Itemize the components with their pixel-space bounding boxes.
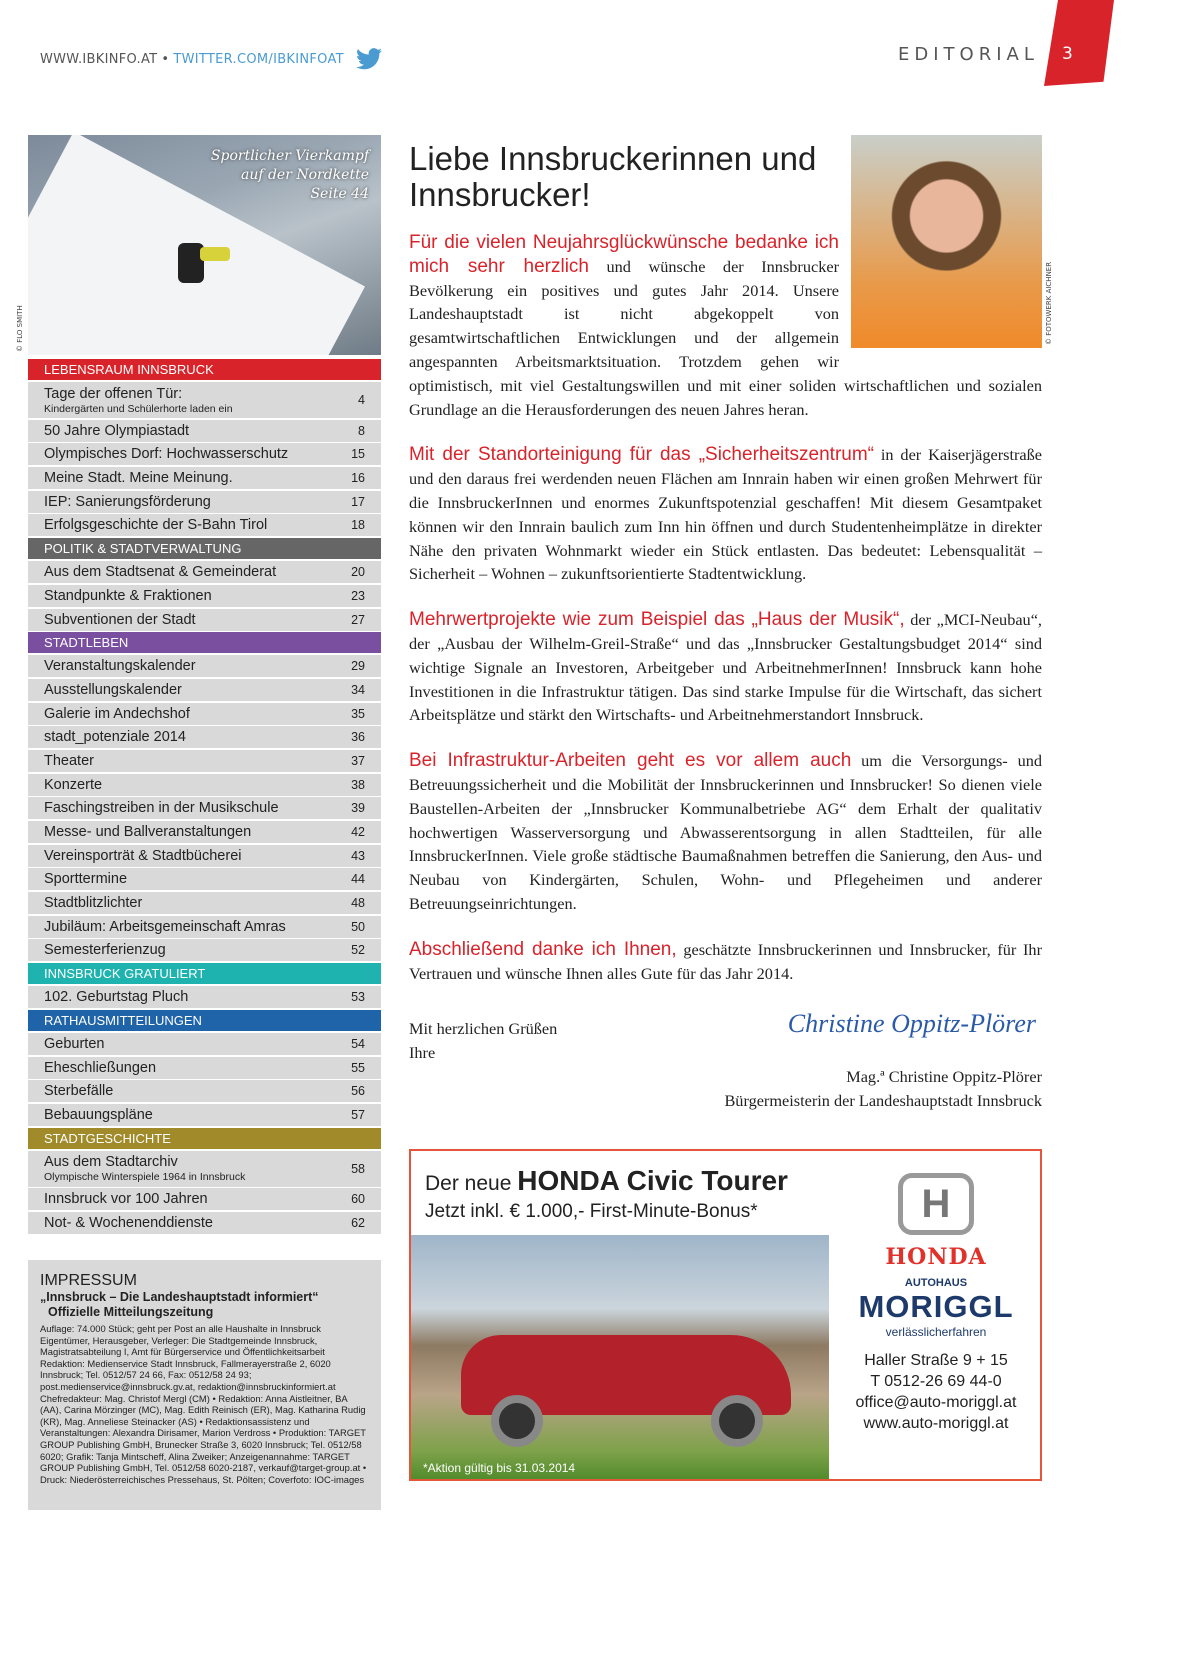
signatory-name: Mag.ª Christine Oppitz-Plörer bbox=[846, 1067, 1042, 1087]
toc-item-title: Innsbruck vor 100 Jahren bbox=[44, 1191, 208, 1208]
dealer-phone: T 0512-26 69 44-0 bbox=[870, 1373, 1002, 1391]
toc-section-header: POLITIK & STADTVERWALTUNG bbox=[28, 538, 381, 559]
toc-item-title: IEP: Sanierungsförderung bbox=[44, 493, 211, 510]
toc-item-label bbox=[44, 1107, 153, 1123]
cover-caption-line: Seite 44 bbox=[310, 186, 369, 202]
toc-item-title: Meine Stadt. Meine Meinung. bbox=[44, 470, 233, 487]
toc-item[interactable] bbox=[28, 986, 381, 1008]
toc-item[interactable] bbox=[28, 1188, 381, 1210]
signatory bbox=[724, 1065, 1042, 1113]
toc-item[interactable] bbox=[28, 561, 381, 583]
impressum-body: Auflage: 74.000 Stück; geht per Post an alle Haushalte in Innsbruck Eigentümer, Herausgeber, Verleger: Die Stadtgemeinde Innsbruck, Magistratsabteilung I, Amt für Bürgerservice und Öffentlichkeitsarbeit Redaktion: Medienservice Stadt Innsbruck, Fallmerayerstraße 2, 6020 Innsbruck; Tel. 0512/57 24 66, Fax: 0512/58 24 93; post.medienservice@innsbruck.gv.at, redaktion@innsbruckinformiert.at Chefredakteur: Mag. Christof Mergl (CM) • Redaktion: Anna Aistleitner, BA (AA), Carina Mörzinger (MC), Mag. Edith Reinisch (ER), Mag. Katharina Rudig (KR), Mag. Anneliese Steinacker (AS) • Redaktionsassistenz und Veranstaltungen: Alexandra Dirisamer, Marion Verdross • Produktion: TARGET GROUP Publishing GmbH, Brunecker Straße 3, 6020 Innsbruck; Tel. 0512/58 6020; Grafik: Tanja Mintscheff, Alina Zweiker; Anzeigenannahme: TARGET GROUP Publishing GmbH, Tel. 0512/58 6020-2187, verkauf@target-group.at • Druck: Niederösterreichisches Pressehaus, St. Pölten; Coverfoto: IOC-images bbox=[40, 1323, 367, 1485]
car-wheel bbox=[711, 1395, 763, 1447]
page-tab bbox=[1044, 0, 1114, 86]
toc-item-page: 54 bbox=[351, 1036, 365, 1051]
toc-item-page: 39 bbox=[351, 801, 365, 816]
cover-photo[interactable] bbox=[28, 135, 381, 355]
honda-advertisement[interactable] bbox=[409, 1149, 1042, 1481]
toc-section-header: STADTGESCHICHTE bbox=[28, 1128, 381, 1149]
toc-item-title: Jubiläum: Arbeitsgemeinschaft Amras bbox=[44, 918, 286, 935]
car-wheel bbox=[491, 1395, 543, 1447]
paragraph-lead: Mit der Standorteinigung für das „Sicherheitszentrum“ bbox=[409, 444, 874, 466]
toc-item-page: 62 bbox=[351, 1215, 365, 1230]
toc-item-label bbox=[44, 446, 288, 462]
ad-title bbox=[425, 1165, 788, 1197]
toc-item-title: Erfolgsgeschichte der S-Bahn Tirol bbox=[44, 517, 268, 534]
toc-item-page: 34 bbox=[351, 682, 365, 697]
toc-item-label bbox=[44, 706, 190, 722]
twitter-bird-icon bbox=[356, 48, 382, 70]
toc-item-label bbox=[44, 564, 276, 580]
ad-title-model: HONDA Civic Tourer bbox=[517, 1165, 788, 1197]
toc-item-page: 35 bbox=[351, 706, 365, 721]
toc-item[interactable] bbox=[28, 845, 381, 867]
toc-item[interactable] bbox=[28, 797, 381, 819]
toc-item-label bbox=[44, 800, 279, 816]
toc-item[interactable] bbox=[28, 1212, 381, 1234]
toc-item-label bbox=[44, 658, 196, 674]
article-paragraph bbox=[409, 608, 1042, 727]
paragraph-text: der „MCI-Neubau“, der „Ausbau der Wilhelm-Greil-Straße“ und das „Innsbrucker Gestaltungsbudget 2014“ sind wichtige Signale an Investoren, Arbeitgeber und ArbeitnehmerInnen! Innsbruck kann hohe Investitionen in die Infrastruktur tätigen. Das sind starke Impulse für die Wirtschaft, das sichert Arbeitsplätze und stärkt den Wirtschafts- und Arbeitnehmerstandort Innsbruck. bbox=[409, 610, 1042, 725]
toc-item-title: Not- & Wochenenddienste bbox=[44, 1214, 214, 1231]
toc-section-header: LEBENSRAUM INNSBRUCK bbox=[28, 359, 381, 380]
toc-item-page: 42 bbox=[351, 825, 365, 839]
toc-item-page: 58 bbox=[351, 1161, 365, 1176]
toc-item[interactable] bbox=[28, 420, 381, 442]
ad-title-pre: Der neue bbox=[425, 1172, 518, 1196]
toc-item-label bbox=[44, 386, 233, 415]
toc-item-label bbox=[44, 989, 188, 1005]
toc-item-page: 53 bbox=[351, 990, 365, 1005]
ad-note: *Aktion gültig bis 31.03.2014 bbox=[423, 1461, 576, 1476]
toc-item-label bbox=[44, 824, 251, 840]
toc-item-title: Stadtblitzlichter bbox=[44, 895, 143, 912]
dealer-slogan: verlässlicherfahren bbox=[885, 1325, 987, 1340]
toc-item-title: Faschingstreiben in der Musikschule bbox=[44, 800, 279, 817]
toc-item-page: 29 bbox=[351, 659, 365, 674]
impressum bbox=[28, 1260, 381, 1510]
toc-item-title: stadt_potenziale 2014 bbox=[44, 729, 186, 746]
toc-item-page: 23 bbox=[351, 588, 365, 603]
toc-item-title: Sporttermine bbox=[44, 871, 128, 888]
impressum-title: IMPRESSUM bbox=[40, 1272, 137, 1289]
toc-item[interactable] bbox=[28, 726, 381, 748]
toc-item-label bbox=[44, 848, 241, 864]
paragraph-lead: Bei Infrastruktur-Arbeiten geht es vor allem auch bbox=[409, 750, 852, 772]
paragraph-text: geschätzte Innsbruckerinnen und Innsbrucker, für Ihr Vertrauen und wünsche Ihnen alles Gute für das Jahr 2014. bbox=[409, 939, 1042, 983]
toc-item-title: Standpunkte & Fraktionen bbox=[44, 587, 212, 604]
toc-item[interactable] bbox=[28, 750, 381, 772]
toc-item[interactable] bbox=[28, 774, 381, 796]
toc-item-page: 8 bbox=[358, 423, 365, 438]
toc-item-title: Vereinsporträt & Stadtbücherei bbox=[44, 847, 242, 864]
site-url[interactable]: WWW.IBKINFO.AT bbox=[40, 51, 158, 67]
dealer-email[interactable]: office@auto-moriggl.at bbox=[855, 1394, 1017, 1412]
dealer-address: Haller Straße 9 + 15 bbox=[864, 1352, 1008, 1370]
dealer-website[interactable]: www.auto-moriggl.at bbox=[863, 1415, 1009, 1433]
toc-item-page: 18 bbox=[351, 518, 365, 533]
toc-item[interactable] bbox=[28, 703, 381, 725]
toc-item-page: 48 bbox=[351, 896, 365, 911]
toc-item[interactable] bbox=[28, 443, 381, 465]
toc-item[interactable] bbox=[28, 382, 381, 418]
toc-item-title: Messe- und Ballveranstaltungen bbox=[44, 824, 252, 840]
toc-section-header: RATHAUSMITTEILUNGEN bbox=[28, 1010, 381, 1031]
separator: • bbox=[161, 51, 170, 67]
toc-item[interactable] bbox=[28, 1151, 381, 1187]
toc-item[interactable] bbox=[28, 679, 381, 701]
toc-item[interactable] bbox=[28, 655, 381, 677]
toc-item[interactable] bbox=[28, 916, 381, 938]
autohaus-label: AUTOHAUS bbox=[904, 1277, 968, 1290]
toc-item-subtitle: Kindergärten und Schülerhorte laden ein bbox=[44, 402, 233, 415]
closing bbox=[409, 1007, 1042, 1119]
toc-item-label bbox=[44, 1036, 104, 1052]
toc-item[interactable] bbox=[28, 609, 381, 631]
cover-caption-line: Sportlicher Vierkampf bbox=[210, 148, 369, 164]
toc-item-label bbox=[44, 871, 127, 887]
honda-logo-icon: H bbox=[898, 1173, 974, 1235]
twitter-link[interactable]: TWITTER.COM/IBKINFOAT bbox=[173, 51, 344, 67]
toc-item[interactable] bbox=[28, 821, 381, 843]
toc-item[interactable] bbox=[28, 467, 381, 489]
toc-item-page: 4 bbox=[358, 393, 365, 407]
mayor-portrait bbox=[851, 135, 1042, 348]
toc-item-page: 60 bbox=[351, 1192, 365, 1207]
toc-item-page: 16 bbox=[351, 471, 365, 486]
toc-item[interactable] bbox=[28, 1104, 381, 1126]
toc-item-title: 102. Geburtstag Pluch bbox=[44, 989, 189, 1006]
toc-item-label bbox=[44, 777, 102, 793]
toc-item-page: 50 bbox=[351, 919, 365, 934]
toc-item-page: 37 bbox=[351, 753, 365, 768]
greeting-line: Ihre bbox=[409, 1043, 436, 1063]
toc-item-title: Sterbefälle bbox=[44, 1083, 114, 1100]
toc-item-title: Konzerte bbox=[44, 776, 103, 793]
toc-item-subtitle: Olympische Winterspiele 1964 in Innsbruck bbox=[44, 1171, 246, 1184]
toc-item-label bbox=[44, 1215, 213, 1231]
toc-item-title: 50 Jahre Olympiastadt bbox=[44, 422, 190, 439]
page-number: 3 bbox=[1062, 44, 1073, 64]
cover-caption-line: auf der Nordkette bbox=[240, 167, 369, 183]
dealer-contact bbox=[831, 1350, 1041, 1434]
toc-item-page: 36 bbox=[351, 730, 365, 745]
photo-credit: © FOTOWERK AICHNER bbox=[1045, 261, 1053, 345]
article-paragraph bbox=[409, 749, 1042, 916]
toc-item[interactable] bbox=[28, 585, 381, 607]
toc-item-page: 20 bbox=[351, 565, 365, 580]
toc-item[interactable] bbox=[28, 892, 381, 914]
toc-item-page: 52 bbox=[351, 943, 365, 958]
toc-item-page: 56 bbox=[351, 1084, 365, 1099]
article-title: Liebe Innsbruckerinnen und Innsbrucker! bbox=[409, 140, 817, 213]
greeting-line: Mit herzlichen Grüßen bbox=[409, 1019, 558, 1039]
cover-caption bbox=[211, 147, 369, 204]
toc-item-label bbox=[44, 729, 186, 745]
toc-item-label bbox=[44, 753, 94, 769]
impressum-subtitle: „Innsbruck – Die Landeshauptstadt informiert“ bbox=[40, 1290, 319, 1304]
paragraph-text: um die Versorgungs- und Betreuungssicherheit und die Mobilität der Innsbruckerinnen und Innsbrucker! So dienen viele Baustellen-Arbeiten der „Innsbrucker Kommunalbetriebe AG“ dem Erhalt der qualitativ hochwertigen Wasserversorgung und Abwasserentsorgung in allen Stadtteilen, für alle InnsbruckerInnen. Viele große städtische Baumaßnahmen betreffen die Sanierung, den Aus- und Neubau von Kindergärten, Schulen, Wohn- und Pflegeheimen und anderer Betreuungseinrichtungen. bbox=[409, 751, 1042, 913]
toc-item-title: Olympisches Dorf: Hochwasserschutz bbox=[44, 446, 289, 463]
toc-section-header: STADTLEBEN bbox=[28, 632, 381, 653]
dealer-info bbox=[831, 1151, 1041, 1481]
toc-item-title: Bebauungspläne bbox=[44, 1106, 153, 1123]
toc-item-title: Ausstellungskalender bbox=[44, 681, 182, 698]
toc-item-label bbox=[44, 470, 233, 486]
toc-item-label bbox=[44, 1083, 113, 1099]
toc-item-label bbox=[44, 1191, 208, 1207]
section-title: EDITORIAL bbox=[898, 44, 1039, 65]
toc-item-title: Aus dem Stadtsenat & Gemeinderat bbox=[44, 564, 277, 581]
toc-item-page: 44 bbox=[351, 872, 365, 887]
toc-item-label bbox=[44, 423, 189, 439]
toc-item-title: Veranstaltungskalender bbox=[44, 658, 196, 675]
article-paragraph bbox=[409, 938, 1042, 986]
toc-item-page: 55 bbox=[351, 1060, 365, 1075]
ad-subtitle: Jetzt inkl. € 1.000,- First-Minute-Bonus* bbox=[425, 1201, 758, 1223]
toc-item-title: Geburten bbox=[44, 1035, 105, 1052]
toc-item-label bbox=[44, 517, 267, 533]
toc-item[interactable] bbox=[28, 491, 381, 513]
paragraph-text: in der Kaiserjägerstraße und den daraus frei werdenden neuen Flächen am Innrain haben wir einen großen Mehrwert für die InnsbruckerInnen und enormes Zukunftspotenzial geschaffen! Mit diesem Gesamtpaket können wir den Innrain baulich zum Inn hin öffnen und durch Studentenheimplätze in direkter Nähe den privaten Wohnmarkt wieder ein Stück entlasten. Das bedeutet: Lebensqualität – Sicherheit – Wohnen – zukunftsorientierte Stadtentwicklung. bbox=[409, 445, 1043, 584]
toc-item-title: Galerie im Andechshof bbox=[44, 705, 190, 722]
toc-item-title: Theater bbox=[44, 752, 94, 769]
skier-jacket bbox=[200, 247, 230, 261]
toc-item-title: Tage der offenen Tür: bbox=[44, 385, 183, 402]
toc-item-label bbox=[44, 588, 212, 604]
toc-item-label bbox=[44, 1060, 156, 1076]
greeting bbox=[409, 1017, 557, 1065]
toc-item-page: 38 bbox=[351, 777, 365, 792]
car-photo bbox=[411, 1235, 829, 1481]
toc-item-page: 57 bbox=[351, 1107, 365, 1122]
toc-item[interactable] bbox=[28, 939, 381, 961]
toc-item-label bbox=[44, 919, 286, 935]
signature: Christine Oppitz-Plörer bbox=[787, 1009, 1036, 1039]
toc-item-label bbox=[44, 612, 196, 628]
dealer-name: MORIGGL bbox=[858, 1289, 1014, 1325]
toc-section-header: INNSBRUCK GRATULIERT bbox=[28, 963, 381, 984]
toc-item-label bbox=[44, 1154, 245, 1183]
article-paragraph bbox=[409, 443, 1042, 586]
paragraph-lead: Für die vielen Neujahrsglückwünsche bedanke ich mich sehr herzlich bbox=[409, 232, 839, 277]
signatory-role: Bürgermeisterin der Landeshauptstadt Innsbruck bbox=[724, 1091, 1042, 1111]
impressum-subtitle: Offizielle Mitteilungszeitung bbox=[48, 1305, 214, 1319]
toc-item-title: Semesterferienzug bbox=[44, 942, 166, 959]
paragraph-text: und wünsche der Innsbrucker Bevölkerung ein positives und gutes Jahr 2014. Unsere Landeshauptstadt ist nicht abgekoppelt von gesamtwirtschaftlichen Entwicklungen und der allgemein angespannten Arbeitsmarktsituation. Trotzdem gehen wir optimistisch, mit viel Gestaltungswillen und mit einer soliden wirtschaftlichen und sozialen Grundlage an die Herausforderungen des neuen Jahres heran. bbox=[409, 256, 1042, 419]
toc-item-page: 15 bbox=[351, 447, 365, 462]
header-links bbox=[40, 48, 382, 70]
toc-item[interactable] bbox=[28, 1033, 381, 1055]
honda-brand: HONDA bbox=[885, 1244, 987, 1271]
cover-credit: © FLO SMITH bbox=[16, 305, 24, 352]
toc-item-label bbox=[44, 942, 166, 958]
toc-item[interactable] bbox=[28, 868, 381, 890]
toc-item-page: 43 bbox=[351, 848, 365, 863]
paragraph-lead: Abschließend danke ich Ihnen, bbox=[409, 938, 677, 960]
toc-item-title: Subventionen der Stadt bbox=[44, 611, 196, 628]
table-of-contents bbox=[28, 359, 381, 1234]
editorial-article bbox=[409, 135, 1042, 1481]
toc-item[interactable] bbox=[28, 514, 381, 536]
toc-item-page: 27 bbox=[351, 612, 365, 627]
toc-item-label bbox=[44, 682, 182, 698]
toc-item-label bbox=[44, 494, 211, 510]
sidebar bbox=[28, 135, 381, 1236]
toc-item-title: Aus dem Stadtarchiv bbox=[44, 1154, 178, 1171]
toc-item-label bbox=[44, 895, 142, 911]
toc-item[interactable] bbox=[28, 1057, 381, 1079]
paragraph-lead: Mehrwertprojekte wie zum Beispiel das „Haus der Musik“, bbox=[409, 609, 905, 631]
toc-item-title: Eheschließungen bbox=[44, 1059, 157, 1076]
toc-item[interactable] bbox=[28, 1080, 381, 1102]
toc-item-page: 17 bbox=[351, 494, 365, 509]
